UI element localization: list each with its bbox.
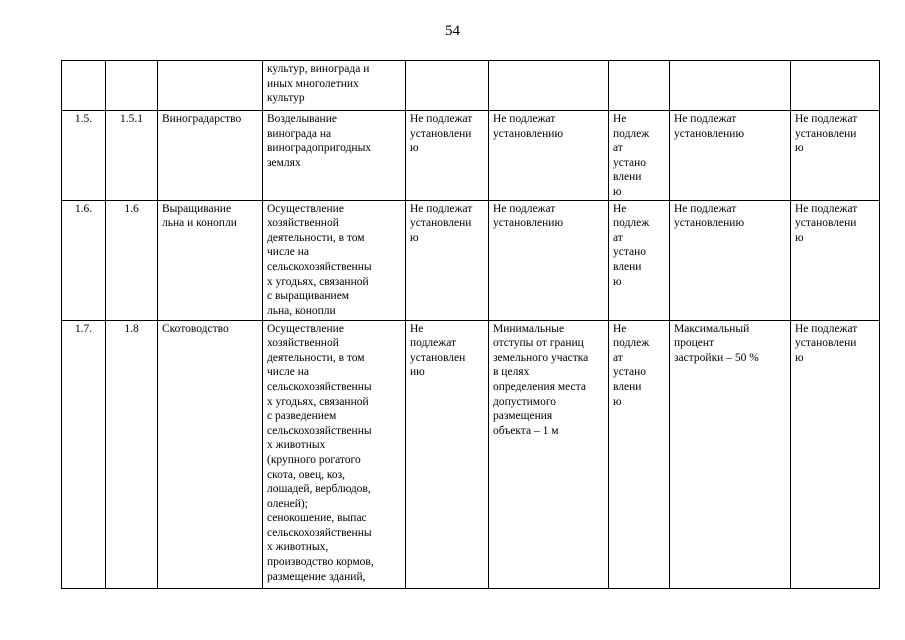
cell-line: Не подлежат [795, 113, 858, 125]
cell-line: установлению [674, 127, 745, 140]
cell-line: ю [613, 395, 622, 408]
cell-max-coverage [670, 200, 791, 320]
cell-use-type-name [158, 200, 263, 320]
cell-line: х угодьях, связанной [267, 395, 369, 408]
cell-line: культур, винограда и [267, 63, 370, 75]
cell-line: х угодьях, связанной [267, 275, 369, 288]
cell-use-type-description [263, 200, 406, 320]
cell-min-max-plot-size [406, 200, 489, 320]
table-row [62, 200, 880, 320]
cell-line: допустимого [493, 395, 556, 408]
cell-line: хозяйственной [267, 337, 339, 350]
cell-line: землях [267, 156, 301, 169]
cell-use-type-name [158, 111, 263, 201]
cell-min-setbacks [489, 320, 609, 588]
cell-other-params [791, 320, 880, 588]
cell-line: застройки – 50 % [674, 351, 759, 364]
cell-line: Скотоводство [162, 322, 229, 335]
cell-line: культур [267, 92, 305, 105]
cell-line: льна, конопли [267, 304, 336, 317]
cell-other-params [791, 111, 880, 201]
cell-min-setbacks [489, 111, 609, 201]
cell-other-params [791, 61, 880, 111]
cell-line: деятельности, в том [267, 231, 365, 244]
cell-line: подлеж [613, 127, 650, 140]
cell-line: скота, овец, коз, [267, 468, 346, 481]
cell-line: Не подлежат [674, 113, 737, 125]
cell-line: Не [410, 322, 424, 335]
cell-line: устано [613, 366, 647, 379]
cell-line: ат [613, 351, 623, 364]
cell-line: установлени [410, 217, 472, 230]
cell-line: влени [613, 260, 642, 273]
cell-line: влени [613, 171, 642, 184]
cell-code [106, 61, 158, 111]
cell-code: 1.8 [106, 320, 158, 588]
cell-use-type-name [158, 61, 263, 111]
cell-line: лошадей, верблюдов, [267, 483, 371, 496]
cell-line: Не [613, 113, 627, 125]
cell-line: с выращиванием [267, 290, 350, 303]
cell-use-type-name [158, 320, 263, 588]
table-row [62, 320, 880, 588]
cell-min-setbacks [489, 200, 609, 320]
cell-other-params [791, 200, 880, 320]
cell-line: Возделывание [267, 113, 337, 125]
cell-line: хозяйственной [267, 217, 339, 230]
cell-line: процент [674, 337, 715, 350]
cell-max-floors [609, 200, 670, 320]
cell-line: определения места [493, 380, 586, 393]
cell-line: подлеж [613, 337, 650, 350]
cell-line: установлени [410, 127, 472, 140]
cell-min-max-plot-size [406, 320, 489, 588]
cell-line: установлени [795, 127, 857, 140]
cell-line: подлежат [410, 337, 457, 350]
cell-min-setbacks [489, 61, 609, 111]
cell-line: ю [795, 351, 804, 364]
cell-use-type-description [263, 320, 406, 588]
cell-line: Минимальные [493, 322, 565, 335]
land-use-table [61, 60, 880, 589]
cell-line: сенокошение, выпас [267, 512, 367, 525]
cell-line: установлени [795, 217, 857, 230]
cell-use-type-description [263, 111, 406, 201]
cell-line: деятельности, в том [267, 351, 365, 364]
cell-line: устано [613, 246, 647, 259]
cell-row-number [62, 61, 106, 111]
cell-line: ию [410, 366, 425, 379]
cell-line: Не подлежат [795, 322, 858, 335]
cell-line: ю [613, 275, 622, 288]
cell-line: в целях [493, 366, 530, 379]
cell-line: с разведением [267, 410, 337, 423]
cell-line: иных многолетних [267, 77, 359, 90]
cell-line: установлению [493, 127, 564, 140]
cell-max-floors [609, 111, 670, 201]
cell-max-coverage [670, 320, 791, 588]
cell-line: Не подлежат [674, 202, 737, 215]
cell-line: сельскохозяйственны [267, 260, 372, 273]
cell-line: подлеж [613, 217, 650, 230]
cell-line: Не подлежат [795, 202, 858, 215]
cell-line: установлен [410, 351, 466, 364]
cell-line: ю [613, 185, 622, 198]
cell-line: земельного участка [493, 351, 589, 364]
cell-line: льна и конопли [162, 217, 237, 230]
page-number: 54 [445, 23, 460, 39]
cell-line: числе на [267, 366, 310, 379]
cell-line: установлению [674, 217, 745, 230]
cell-min-max-plot-size [406, 61, 489, 111]
cell-line: (крупного рогатого [267, 453, 361, 466]
cell-line: ю [795, 142, 804, 155]
cell-line: ю [410, 231, 419, 244]
cell-line: ат [613, 142, 623, 155]
cell-line: ат [613, 231, 623, 244]
cell-line: Не подлежат [410, 113, 473, 125]
cell-line: сельскохозяйственны [267, 380, 372, 393]
cell-line: числе на [267, 246, 310, 259]
cell-line: оленей); [267, 497, 308, 510]
table-row [62, 61, 880, 111]
cell-line: Не подлежат [493, 113, 556, 125]
cell-line: сельскохозяйственны [267, 526, 372, 539]
cell-row-number: 1.6. [62, 200, 106, 320]
cell-line: винограда на [267, 127, 332, 140]
cell-line: объекта – 1 м [493, 424, 559, 437]
cell-max-coverage [670, 111, 791, 201]
cell-line: х животных [267, 439, 326, 452]
cell-line: ю [795, 231, 804, 244]
cell-line: Не подлежат [410, 202, 473, 215]
cell-row-number: 1.5. [62, 111, 106, 201]
cell-line: размещение зданий, [267, 570, 366, 583]
cell-line: устано [613, 156, 647, 169]
cell-max-floors [609, 320, 670, 588]
cell-line: Не [613, 202, 627, 215]
cell-line: ю [410, 142, 419, 155]
cell-line: Максимальный [674, 322, 750, 335]
cell-use-type-description [263, 61, 406, 111]
cell-max-coverage [670, 61, 791, 111]
cell-line: производство кормов, [267, 556, 374, 569]
table-row [62, 111, 880, 201]
cell-line: Виноградарство [162, 113, 242, 125]
cell-line: виноградопригодных [267, 142, 372, 155]
cell-line: Осуществление [267, 202, 344, 215]
cell-line: Не подлежат [493, 202, 556, 215]
cell-line: Осуществление [267, 322, 344, 335]
cell-line: установлени [795, 337, 857, 350]
cell-line: установлению [493, 217, 564, 230]
cell-line: влени [613, 380, 642, 393]
cell-line: размещения [493, 410, 553, 423]
cell-min-max-plot-size [406, 111, 489, 201]
cell-code: 1.6 [106, 200, 158, 320]
cell-row-number: 1.7. [62, 320, 106, 588]
cell-code: 1.5.1 [106, 111, 158, 201]
cell-line: отступы от границ [493, 337, 584, 350]
cell-line: х животных, [267, 541, 329, 554]
cell-max-floors [609, 61, 670, 111]
cell-line: сельскохозяйственны [267, 424, 372, 437]
cell-line: Выращивание [162, 202, 232, 215]
cell-line: Не [613, 322, 627, 335]
